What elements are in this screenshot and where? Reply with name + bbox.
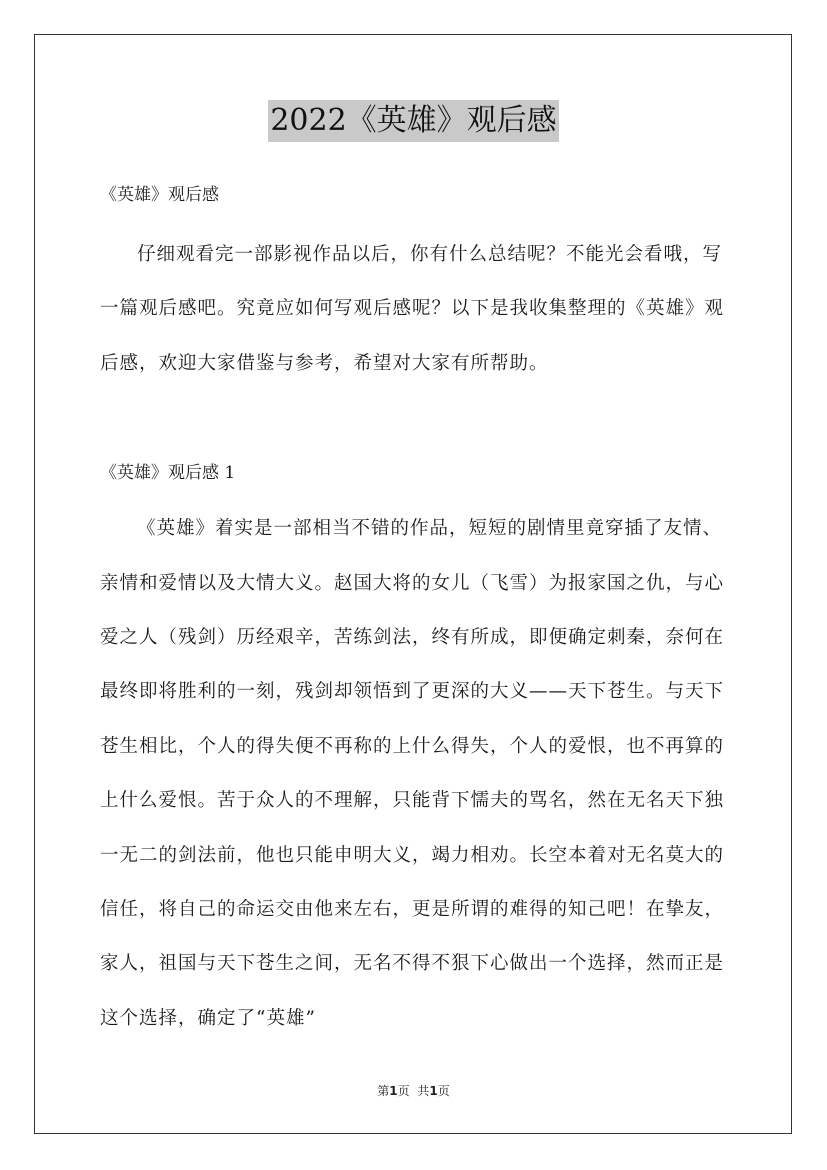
section-heading: 《英雄》观后感 1 <box>100 463 236 484</box>
spacer <box>100 391 730 453</box>
page-prefix: 第 <box>377 1084 390 1098</box>
section-review-1 <box>100 453 730 1046</box>
section-paragraph: 仔细观看完一部影视作品以后，你有什么总结呢？不能光会看哦，写一篇观后感吧。究竟应如何写观后感呢？以下是我收集整理的《英雄》观后感，欢迎大家借鉴与参考，希望对大家有所帮助。 <box>100 244 725 374</box>
total-unit: 页 <box>437 1084 450 1098</box>
document-body <box>100 175 730 1046</box>
page-unit: 页 <box>397 1084 410 1098</box>
section-intro <box>100 175 730 391</box>
spacer <box>100 215 730 228</box>
section-paragraph: 《英雄》着实是一部相当不错的作品，短短的剧情里竟穿插了友情、亲情和爱情以及大情大义。赵国大将的女儿（飞雪）为报家国之仇，与心爱之人（残剑）历经艰辛，苦练剑法，终有所成，即便确定刺秦，奈何在最终即将胜利的一刻，残剑却领悟到了更深的大义——天下苍生。与天下苍生相比，个人的得失便不再称的上什么得失，个人的爱恨，也不再算的上什么爱恨。苦于众人的不理解，只能背下懦夫的骂名，然在无名天下独一无二的剑法前，他也只能申明大义，竭力相劝。长空本着对无名莫大的信任，将自己的命运交由他来左右，更是所谓的难得的知己吧！在挚友，家人，祖国与天下苍生之间，无名不得不狠下心做出一个选择，然而正是这个选择，确定了“英雄” <box>100 518 725 1029</box>
page-total: 1 <box>429 1084 438 1098</box>
page-footer <box>0 1082 827 1100</box>
title-container <box>0 100 827 142</box>
spacer <box>100 493 730 502</box>
document-title: 2022《英雄》观后感 <box>268 100 558 142</box>
section-heading: 《英雄》观后感 <box>100 185 219 205</box>
page-current: 1 <box>389 1084 398 1098</box>
total-prefix: 共 <box>417 1084 430 1098</box>
